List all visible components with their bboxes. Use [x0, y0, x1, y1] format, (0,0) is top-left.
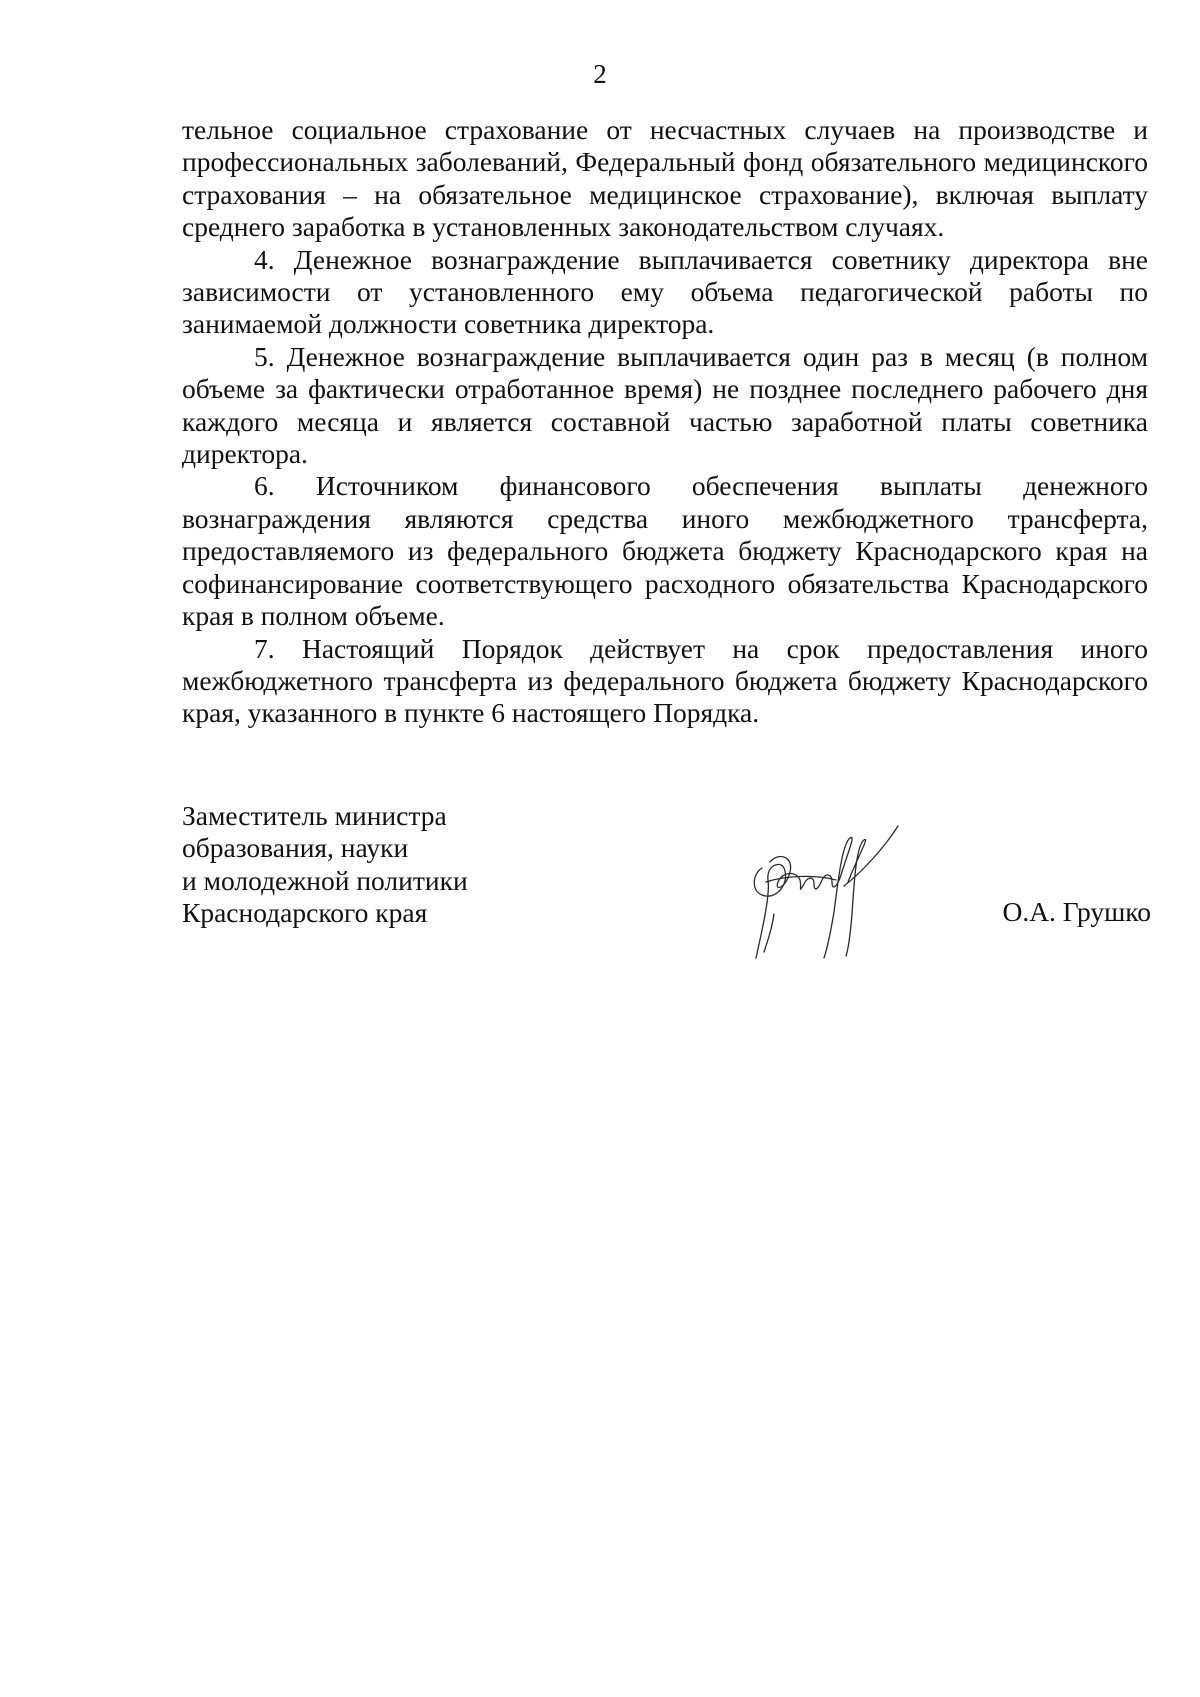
signatory-line: образования, науки [182, 832, 409, 864]
signatory-line: Краснодарского края [182, 897, 428, 929]
paragraph-item-7: 7. Настоящий Порядок действует на срок предоставления иного межбюджетного трансферта из федерального бюджета бюджету Краснодарского края, указанного в пункте 6 настоящего Порядка. [182, 632, 1148, 729]
paragraph-item-5: 5. Денежное вознаграждение выплачивается один раз в месяц (в полном объеме за фактически отработанное время) не позднее последнего рабочего дня каждого месяца и является составной частью заработной платы советника директора. [182, 340, 1148, 470]
paragraph-continuation: тельное социальное страхование от несчастных случаев на производстве и профессиональных заболеваний, Федеральный фонд обязательного медицинского страхования – на обязательное медицинское страхование), включая выплату среднего заработка в установленных законодательством случаях. [182, 114, 1148, 243]
handwritten-signature-icon [744, 822, 904, 962]
signatory-line: Заместитель министра [182, 800, 447, 831]
signatory-position [182, 800, 642, 930]
page-number: 2 [593, 59, 607, 89]
document-body [182, 114, 1148, 730]
paragraph-item-4: 4. Денежное вознаграждение выплачивается советнику директора вне зависимости от установленного ему объема педагогической работы по занимаемой должности советника директора. [182, 243, 1148, 340]
paragraph-item-6: 6. Источником финансового обеспечения выплаты денежного вознаграждения являются средства иного межбюджетного трансферта, предоставляемого из федерального бюджета бюджету Краснодарского края на софинансирование соответствующего расходного обязательства Краснодарского края в полном объеме. [182, 470, 1148, 632]
signatory-line: и молодежной политики [182, 864, 468, 896]
signer-name: О.А. Грушко [1002, 896, 1151, 927]
